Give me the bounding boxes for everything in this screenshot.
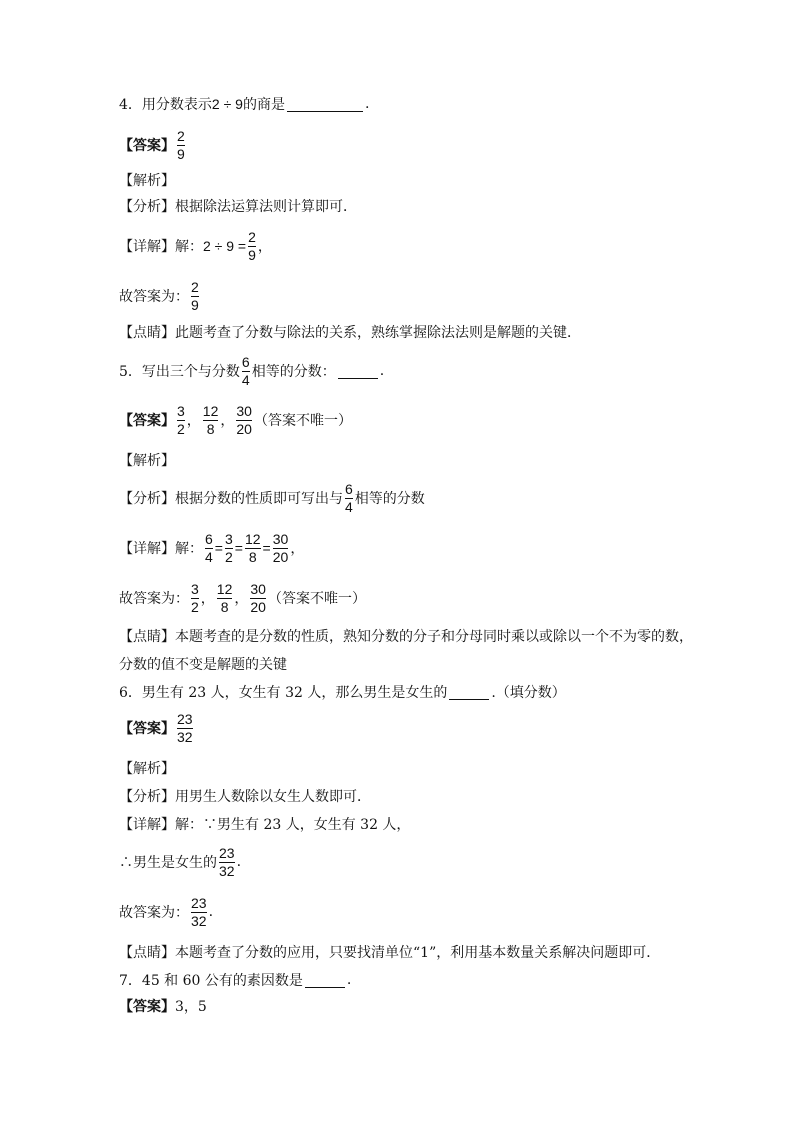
q5-answer-sep-1: ， bbox=[186, 413, 201, 429]
q5-guda-2-numerator: 12 bbox=[216, 580, 233, 597]
q6-guda-label: 故答案为： bbox=[119, 905, 189, 921]
q6-so-fraction bbox=[219, 846, 235, 879]
q5-xiangjie bbox=[119, 528, 304, 568]
q6-answer-denominator: 32 bbox=[177, 728, 193, 745]
q5-answer-1-denominator: 2 bbox=[177, 420, 185, 437]
q6-so-prefix: ∴男生是女生的 bbox=[119, 855, 217, 871]
q5-jiexi: 【解析】 bbox=[119, 453, 175, 469]
q6-answer-numerator: 23 bbox=[177, 710, 193, 727]
q5-guda-fraction-3 bbox=[250, 582, 266, 615]
q4-fenxi: 【分析】根据除法运算法则计算即可． bbox=[119, 199, 357, 215]
q5-chain-4-denominator: 20 bbox=[272, 548, 289, 565]
q4-xiangjie-numerator: 2 bbox=[248, 228, 256, 245]
q5-chain-eq-3: = bbox=[262, 540, 271, 556]
q4-question-expr: 2 ÷ 9 bbox=[211, 96, 243, 112]
q5-question-prefix: 5．写出三个与分数 bbox=[119, 364, 240, 380]
q5-question-suffix: 相等的分数： bbox=[251, 364, 336, 380]
q6-question-text: 6．男生有 23 人，女生有 32 人，那么男生是女生的 bbox=[119, 685, 448, 701]
q5-answer-2-denominator: 8 bbox=[206, 420, 215, 437]
q5-guda bbox=[119, 578, 366, 618]
q5-answer-1-numerator: 3 bbox=[177, 402, 185, 419]
q7-question bbox=[119, 968, 351, 992]
q5-answer-3-numerator: 30 bbox=[236, 402, 252, 419]
q4-question-suffix: 的商是 bbox=[242, 97, 285, 113]
q5-chain-3-denominator: 8 bbox=[248, 548, 257, 565]
q6-guda-numerator: 23 bbox=[191, 894, 207, 911]
q5-xiangjie-label: 【详解】解： bbox=[119, 541, 203, 557]
q5-guda-note: （答案不唯一） bbox=[267, 591, 366, 607]
q4-guda-numerator: 2 bbox=[191, 278, 199, 295]
q5-chain-fraction-3 bbox=[245, 532, 261, 565]
q7-question-text: 7．45 和 60 公有的素因数是 bbox=[119, 973, 303, 989]
q5-guda-fraction-1 bbox=[191, 582, 199, 615]
q5-guda-label: 故答案为： bbox=[119, 591, 189, 607]
q5-xiangjie-end: ， bbox=[290, 541, 305, 557]
q4-guda-fraction bbox=[191, 280, 199, 313]
q4-answer bbox=[119, 128, 187, 162]
q6-fenxi: 【分析】用男生人数除以女生人数即可． bbox=[119, 789, 371, 805]
q5-answer-fraction-3 bbox=[236, 404, 252, 437]
q5-guda-sep-1: ， bbox=[200, 591, 215, 607]
q4-answer-blank[interactable] bbox=[287, 97, 363, 112]
q5-fenxi-prefix: 【分析】根据分数的性质即可写出与 bbox=[119, 491, 343, 507]
q5-fenxi-suffix: 相等的分数 bbox=[354, 491, 425, 507]
q6-so bbox=[119, 842, 241, 882]
q5-question-numerator: 6 bbox=[241, 353, 250, 370]
q5-question-denominator: 4 bbox=[241, 371, 250, 388]
q6-answer bbox=[119, 708, 195, 748]
q6-guda-end: . bbox=[208, 904, 214, 920]
q6-question bbox=[119, 680, 566, 704]
q5-answer bbox=[119, 400, 352, 440]
q4-xiangjie-denominator: 9 bbox=[248, 246, 256, 263]
q4-answer-fraction bbox=[177, 129, 185, 162]
q5-chain-1-denominator: 4 bbox=[205, 548, 213, 565]
q6-guda-fraction bbox=[191, 896, 207, 929]
q5-question-end: . bbox=[379, 363, 385, 379]
q5-fenxi bbox=[119, 478, 425, 518]
q4-guda-label: 故答案为： bbox=[119, 289, 189, 305]
q5-chain-1-numerator: 6 bbox=[205, 530, 213, 547]
q6-answer-fraction bbox=[177, 712, 193, 745]
q5-answer-2-numerator: 12 bbox=[202, 402, 219, 419]
q4-guda bbox=[119, 276, 201, 316]
q5-answer-label: 【答案】 bbox=[119, 413, 175, 429]
q5-guda-sep-2: ， bbox=[234, 591, 249, 607]
q5-chain-fraction-4 bbox=[273, 532, 289, 565]
q5-dianjing-1: 【点睛】本题考查的是分数的性质，熟知分数的分子和分母同时乘以或除以一个不为零的数， bbox=[119, 629, 693, 645]
q5-chain-2-denominator: 2 bbox=[224, 548, 233, 565]
q6-dianjing: 【点睛】本题考查了分数的应用，只要找清单位“1”，利用基本数量关系解决问题即可． bbox=[119, 945, 661, 961]
q4-answer-label: 【答案】 bbox=[119, 138, 175, 154]
q5-dianjing-2: 分数的值不变是解题的关键 bbox=[119, 657, 287, 673]
q5-guda-fraction-2 bbox=[217, 582, 233, 615]
q5-chain-eq-1: = bbox=[214, 540, 223, 556]
q7-answer-label: 【答案】 bbox=[119, 999, 175, 1015]
q5-chain-3-numerator: 12 bbox=[244, 530, 261, 547]
q5-chain-2-numerator: 3 bbox=[224, 530, 233, 547]
q4-xiangjie-fraction bbox=[248, 230, 256, 263]
q7-answer-blank[interactable] bbox=[305, 973, 345, 988]
q5-guda-3-numerator: 30 bbox=[250, 580, 266, 597]
q4-jiexi: 【解析】 bbox=[119, 173, 175, 189]
q7-answer-value: 3，5 bbox=[175, 999, 207, 1015]
q6-xiangjie: 【详解】解：∵男生有 23 人，女生有 32 人， bbox=[119, 817, 411, 833]
q4-xiangjie-end: ， bbox=[257, 239, 272, 255]
q4-question bbox=[119, 92, 369, 116]
q7-question-end: . bbox=[346, 972, 352, 988]
q5-guda-3-denominator: 20 bbox=[250, 598, 266, 615]
q5-chain-fraction-1 bbox=[205, 532, 213, 565]
q4-xiangjie-expr: 2 ÷ 9 = bbox=[203, 238, 247, 254]
q5-guda-2-denominator: 8 bbox=[220, 598, 229, 615]
q6-answer-label: 【答案】 bbox=[119, 721, 175, 737]
q5-answer-sep-2: ， bbox=[220, 413, 235, 429]
q6-so-end: . bbox=[236, 854, 242, 870]
q5-answer-note: （答案不唯一） bbox=[253, 413, 352, 429]
q6-guda-denominator: 32 bbox=[191, 912, 207, 929]
q4-xiangjie-label: 【详解】解： bbox=[119, 239, 203, 255]
q5-guda-1-denominator: 2 bbox=[191, 598, 199, 615]
q4-answer-denominator: 9 bbox=[177, 145, 185, 162]
q4-dianjing: 【点睛】此题考查了分数与除法的关系，熟练掌握除法法则是解题的关键． bbox=[119, 325, 581, 341]
q5-answer-fraction-2 bbox=[203, 404, 219, 437]
q6-jiexi: 【解析】 bbox=[119, 761, 175, 777]
q4-guda-denominator: 9 bbox=[191, 296, 199, 313]
q5-fenxi-numerator: 6 bbox=[345, 480, 353, 497]
q6-answer-blank[interactable] bbox=[449, 685, 489, 700]
q6-question-end: .（填分数） bbox=[491, 685, 566, 701]
q5-chain-eq-2: = bbox=[234, 540, 243, 556]
q6-so-denominator: 32 bbox=[219, 862, 235, 879]
q5-question-fraction bbox=[242, 355, 250, 388]
q5-fenxi-denominator: 4 bbox=[345, 498, 353, 515]
q6-guda bbox=[119, 892, 213, 932]
q4-xiangjie bbox=[119, 226, 272, 266]
q5-answer-blank[interactable] bbox=[338, 364, 378, 379]
q5-chain-4-numerator: 30 bbox=[272, 530, 289, 547]
q4-question-prefix: 4．用分数表示 bbox=[119, 97, 212, 113]
q5-answer-3-denominator: 20 bbox=[236, 420, 252, 437]
q5-chain-fraction-2 bbox=[225, 532, 233, 565]
q5-answer-fraction-1 bbox=[177, 404, 185, 437]
q4-answer-numerator: 2 bbox=[177, 127, 185, 144]
q5-question bbox=[119, 352, 384, 390]
q4-question-end: . bbox=[364, 96, 370, 112]
q5-guda-1-numerator: 3 bbox=[191, 580, 199, 597]
q6-so-numerator: 23 bbox=[219, 844, 235, 861]
q7-answer bbox=[119, 994, 207, 1018]
q5-fenxi-fraction bbox=[345, 482, 353, 515]
